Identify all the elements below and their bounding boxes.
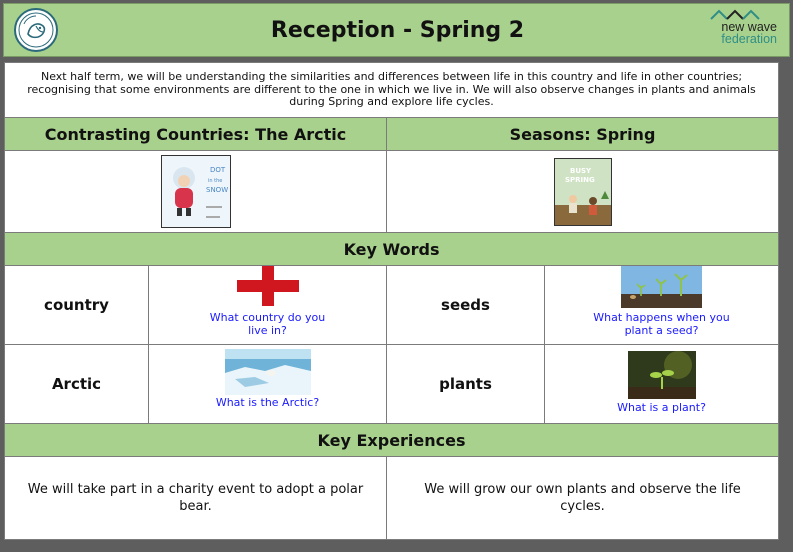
federation-name-line1: new wave	[721, 20, 777, 34]
england-flag-icon	[237, 266, 299, 306]
header-banner	[3, 3, 790, 57]
svg-text:BUSY: BUSY	[569, 166, 591, 175]
book-cover-dot-in-the-snow	[161, 155, 231, 228]
book-cell-arctic	[5, 151, 387, 233]
key-word-arctic-media	[149, 345, 387, 424]
sprout-photo-icon	[628, 351, 696, 399]
arctic-ice-photo-icon	[225, 349, 311, 395]
svg-text:SPRING: SPRING	[564, 175, 595, 184]
key-word-plants-question[interactable]: What is a plant?	[617, 401, 706, 414]
svg-text:in the: in the	[207, 178, 222, 184]
key-words-heading: Key Words	[5, 233, 779, 266]
svg-text:SNOW: SNOW	[205, 186, 228, 194]
key-word-plants: plants	[387, 345, 545, 424]
topic-heading-arctic: Contrasting Countries: The Arctic	[5, 118, 387, 151]
book-cover-busy-spring	[554, 158, 612, 226]
key-word-country-question[interactable]: What country do you live in?	[209, 311, 326, 337]
intro-text: Next half term, we will be understanding the similarities and differences between life in this country and life in other countries; recognising that some environments are different to the one in which we live in. We will also observe changes in plants and animals during Spring and explore life cycles.	[5, 63, 779, 118]
key-word-plants-media	[545, 345, 779, 424]
key-word-country: country	[5, 266, 149, 345]
key-word-seeds-question[interactable]: What happens when you plant a seed?	[593, 311, 730, 337]
topic-heading-spring: Seasons: Spring	[387, 118, 779, 151]
federation-name-line2: federation	[721, 32, 777, 46]
key-experiences-heading: Key Experiences	[5, 424, 779, 457]
curriculum-table	[4, 62, 779, 540]
key-word-arctic-question[interactable]: What is the Arctic?	[215, 396, 320, 409]
svg-text:DOT: DOT	[209, 166, 225, 174]
book-cell-spring	[387, 151, 779, 233]
federation-logo	[705, 9, 777, 53]
experience-arctic: We will take part in a charity event to adopt a polar bear.	[5, 457, 387, 540]
page-title: Reception - Spring 2	[270, 18, 525, 43]
key-word-seeds-media	[545, 266, 779, 345]
key-word-arctic: Arctic	[5, 345, 149, 424]
key-word-seeds: seeds	[387, 266, 545, 345]
key-word-country-media	[149, 266, 387, 345]
seedlings-photo-icon	[621, 266, 702, 308]
experience-spring: We will grow our own plants and observe the life cycles.	[387, 457, 779, 540]
